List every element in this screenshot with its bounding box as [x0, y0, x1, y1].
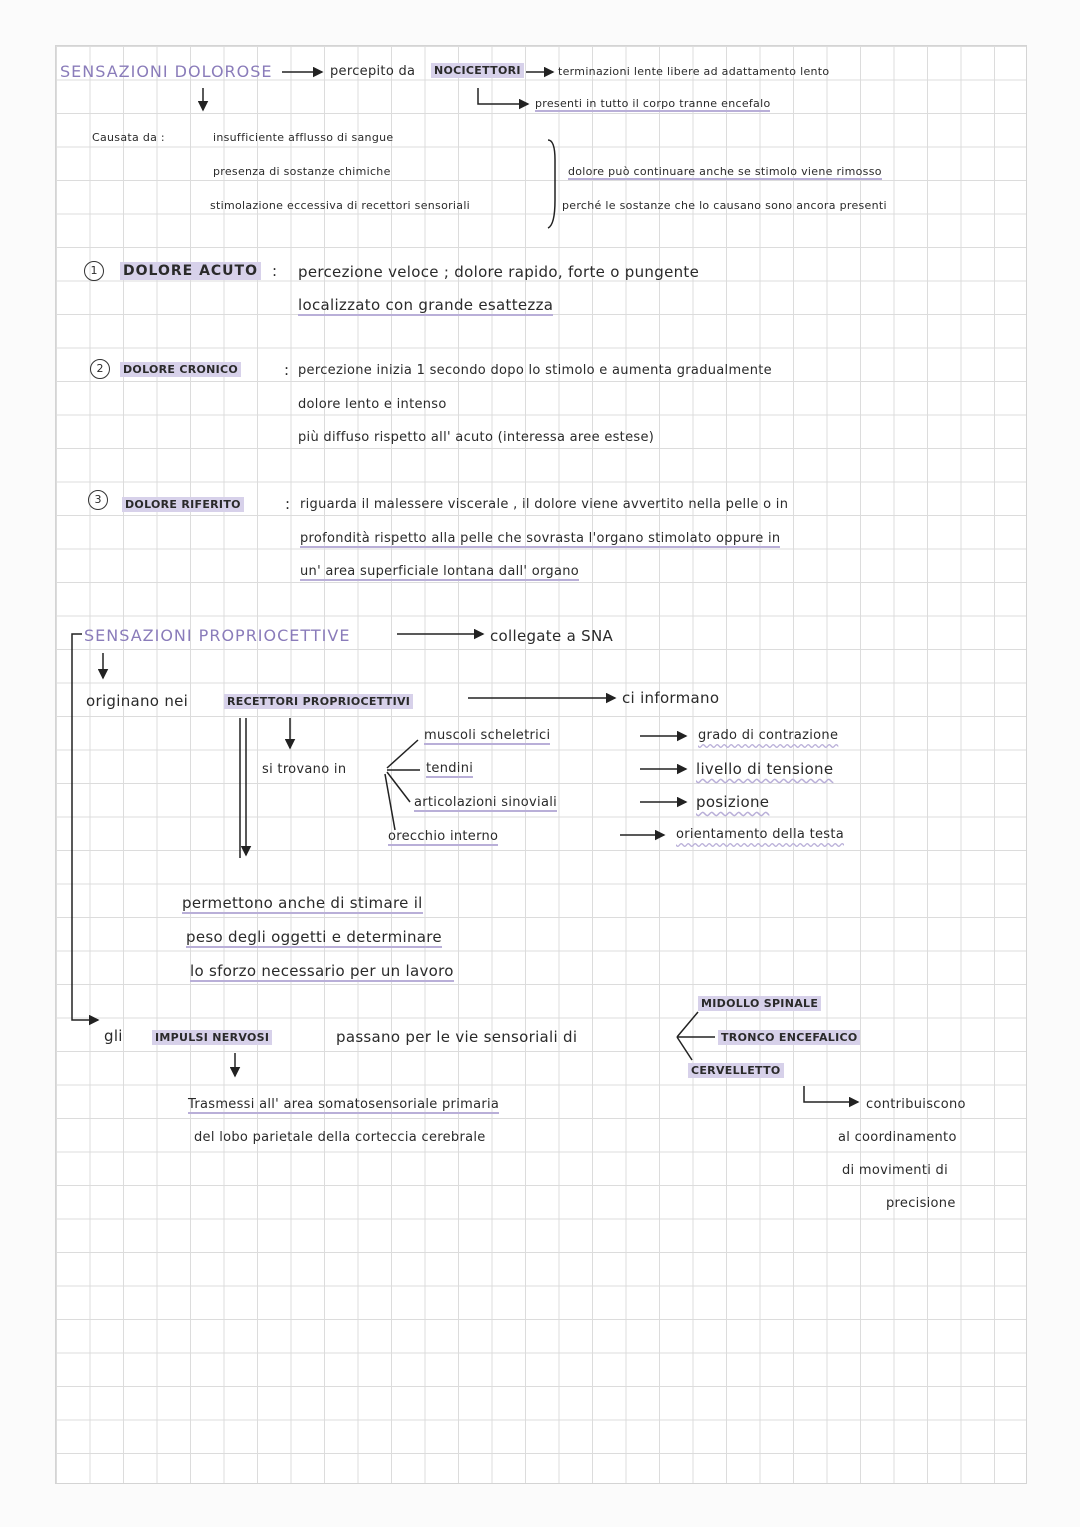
cause-2: presenza di sostanze chimiche: [213, 165, 391, 178]
permettono-line1: permettono anche di stimare il: [182, 894, 423, 912]
recettori-label: RECETTORI PROPRIOCETTIVI: [224, 694, 413, 709]
fork-midollo: [677, 1012, 698, 1037]
contrib-line4: precisione: [886, 1196, 956, 1211]
cause-1: insufficiente afflusso di sangue: [213, 131, 394, 144]
info-orientamento: orientamento della testa: [676, 827, 844, 842]
contrib-line3: di movimenti di: [842, 1163, 949, 1178]
originano-text: originano nei: [86, 692, 189, 710]
collegate-text: collegate a SNA: [490, 627, 614, 645]
info-tensione: livello di tensione: [696, 760, 834, 778]
trasmessi-line1: Trasmessi all' area somatosensoriale primaria: [188, 1097, 500, 1112]
permettono-line3: lo sforzo necessario per un lavoro: [190, 962, 454, 980]
dolore-riferito-label: DOLORE RIFERITO: [122, 497, 244, 512]
terminazioni-text: terminazioni lente libere ad adattamento lento: [558, 65, 830, 78]
cause-3: stimolazione eccessiva di recettori sensoriali: [210, 199, 471, 212]
presenti-text: presenti in tutto il corpo tranne encefalo: [535, 97, 771, 110]
colon-cronico: :: [284, 361, 290, 379]
number-3-badge: 3: [88, 490, 108, 510]
via-midollo: MIDOLLO SPINALE: [698, 996, 821, 1011]
location-orecchio: orecchio interno: [388, 829, 499, 844]
cronico-line3: più diffuso rispetto all' acuto (interessa aree estese): [298, 430, 655, 445]
dolore-acuto-label: DOLORE ACUTO: [120, 262, 261, 280]
fork-muscoli: [387, 740, 418, 768]
contrib-line2: al coordinamento: [838, 1130, 957, 1145]
impulsi-rest: passano per le vie sensoriali di: [336, 1028, 578, 1046]
contrib-line1: contribuiscono: [866, 1097, 966, 1112]
percepito-text: percepito da: [330, 64, 416, 79]
note-sostanze: perché le sostanze che lo causano sono ancora presenti: [562, 199, 887, 212]
arrow-to-contrib: [804, 1086, 858, 1102]
permettono-line2: peso degli oggetti e determinare: [186, 928, 442, 946]
dolore-cronico-label: DOLORE CRONICO: [120, 362, 241, 377]
note-dolore: dolore può continuare anche se stimolo viene rimosso: [568, 165, 882, 178]
informano-text: ci informano: [622, 689, 720, 707]
riferito-line3: un' area superficiale lontana dall' organo: [300, 564, 580, 579]
cronico-line2: dolore lento e intenso: [298, 397, 447, 412]
impulsi-label: IMPULSI NERVOSI: [152, 1030, 272, 1045]
location-articolazioni: articolazioni sinoviali: [414, 795, 558, 810]
colon-acuto: :: [272, 262, 278, 280]
si-trovano-text: si trovano in: [262, 762, 347, 777]
trasmessi-line2: del lobo parietale della corteccia cerebrale: [194, 1130, 486, 1145]
arrow-to-presenti: [478, 88, 528, 104]
location-muscoli: muscoli scheletrici: [424, 728, 551, 743]
location-tendini: tendini: [426, 761, 474, 776]
causata-label: Causata da :: [92, 131, 165, 144]
info-posizione: posizione: [696, 793, 770, 811]
via-cervelletto: CERVELLETTO: [688, 1063, 784, 1078]
fork-orecchio: [385, 774, 395, 830]
number-1-badge: 1: [84, 261, 104, 281]
acuto-line1: percezione veloce ; dolore rapido, forte o pungente: [298, 263, 700, 281]
acuto-line2: localizzato con grande esattezza: [298, 296, 554, 314]
riferito-line1: riguarda il malessere viscerale , il dolore viene avvertito nella pelle o in: [300, 497, 789, 512]
cronico-line1: percezione inizia 1 secondo dopo lo stimolo e aumenta gradualmente: [298, 363, 772, 378]
number-2-badge: 2: [90, 359, 110, 379]
dolorose-title: SENSAZIONI DOLOROSE: [60, 62, 273, 81]
cause-brace: [548, 140, 555, 228]
gli-text: gli: [104, 1027, 123, 1045]
info-contrazione: grado di contrazione: [698, 728, 839, 743]
riferito-line2: profondità rispetto alla pelle che sovrasta l'organo stimolato oppure in: [300, 531, 781, 546]
colon-riferito: :: [285, 495, 291, 513]
fork-articolazioni: [387, 772, 410, 802]
fork-cervelletto: [677, 1037, 692, 1060]
propriocettive-title: SENSAZIONI PROPRIOCETTIVE: [84, 626, 351, 645]
via-tronco: TRONCO ENCEFALICO: [718, 1030, 860, 1045]
nocicettori-label: NOCICETTORI: [431, 63, 524, 78]
